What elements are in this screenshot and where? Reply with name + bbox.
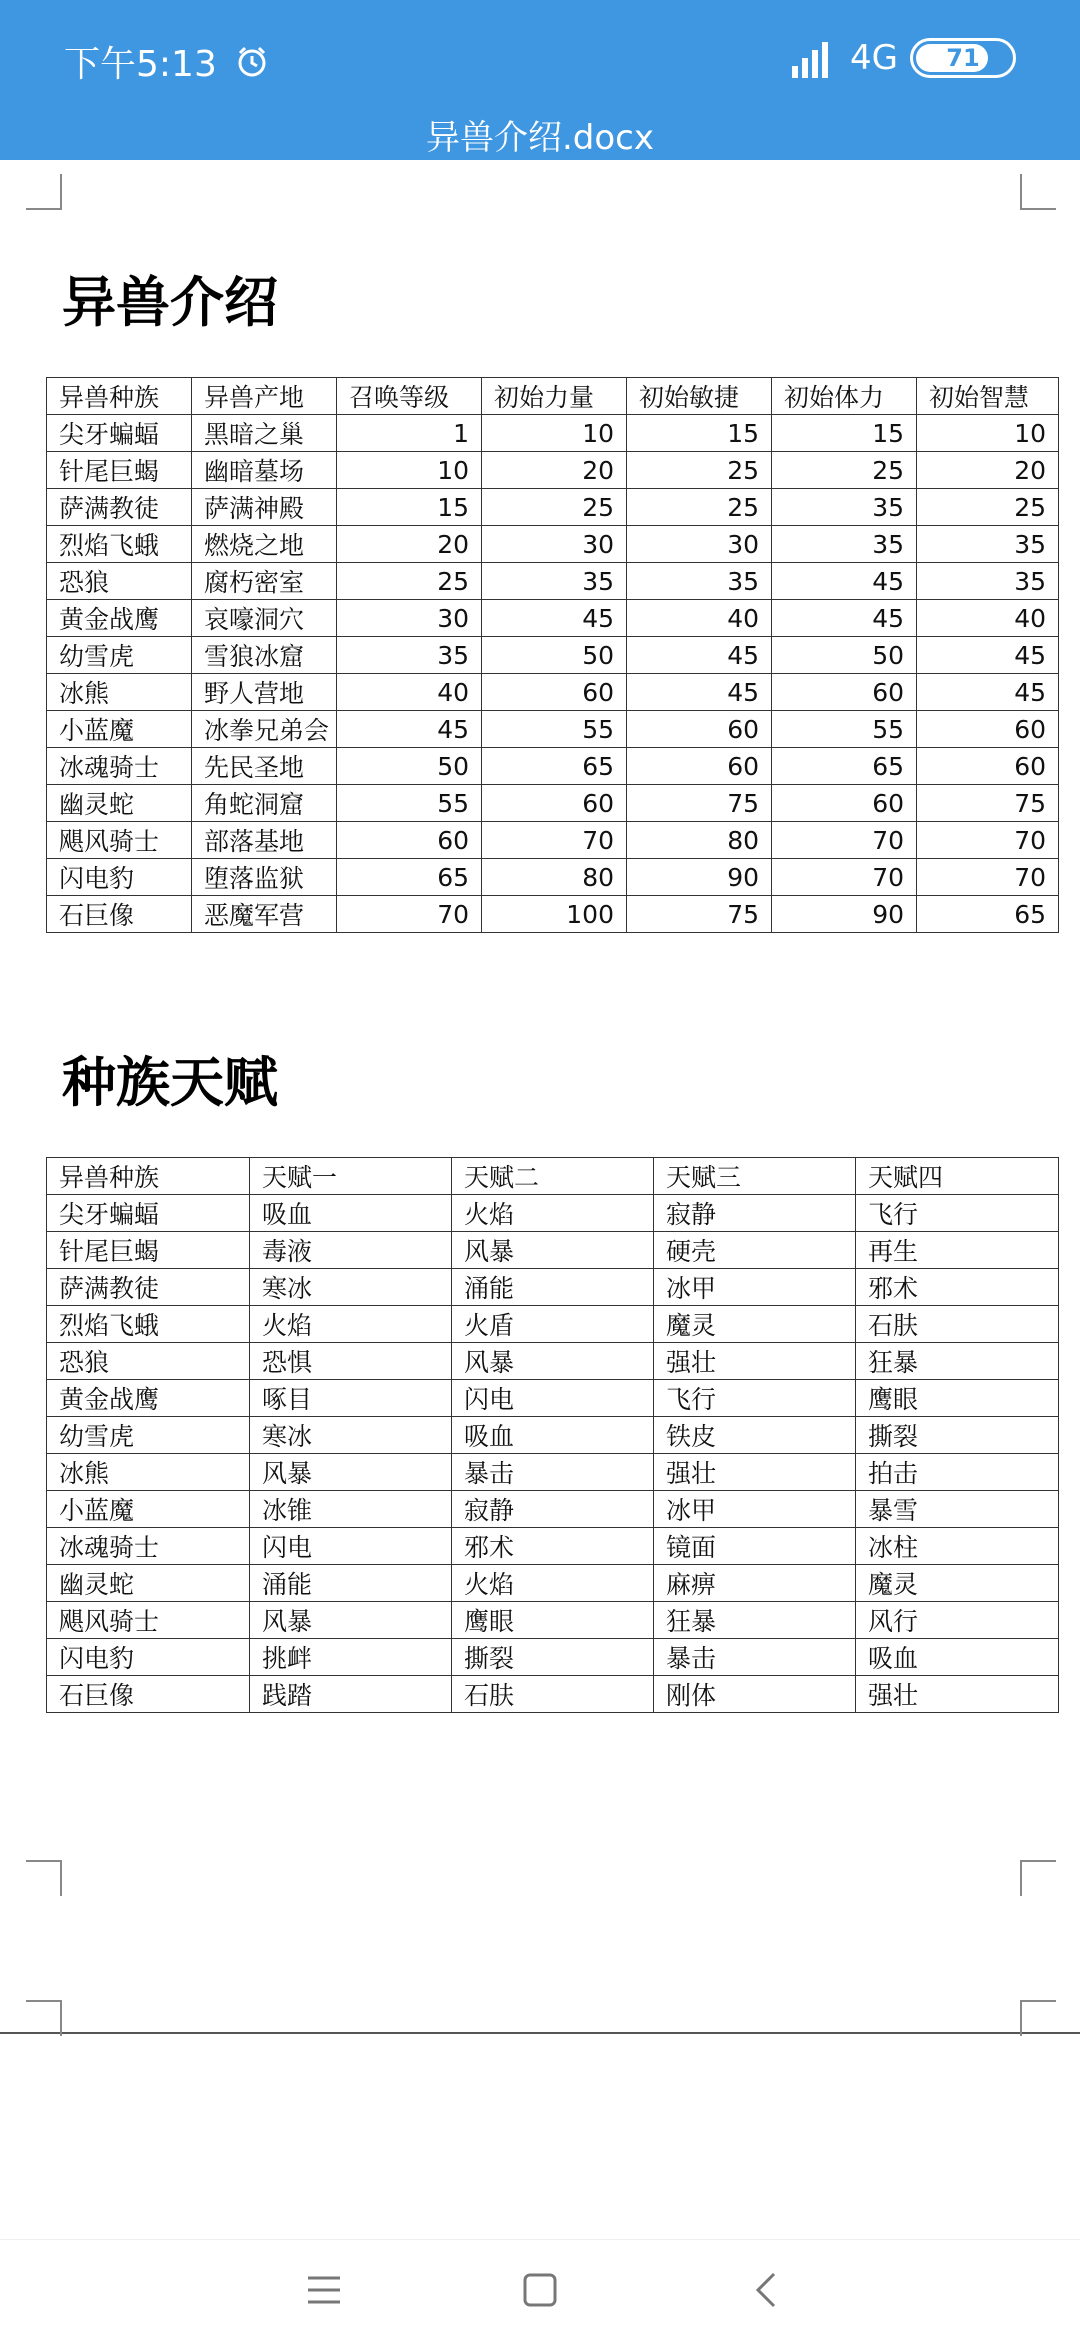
table-cell: 60 [772, 785, 917, 822]
table-cell: 80 [627, 822, 772, 859]
table-cell: 10 [917, 415, 1059, 452]
column-header: 异兽产地 [192, 378, 337, 415]
table-cell: 鹰眼 [856, 1380, 1059, 1417]
table-cell: 闪电 [452, 1380, 654, 1417]
margin-corner-mark [1020, 2000, 1056, 2036]
table-cell: 恐惧 [250, 1343, 452, 1380]
table-cell: 再生 [856, 1232, 1059, 1269]
table-cell: 针尾巨蝎 [47, 1232, 250, 1269]
table-cell: 小蓝魔 [47, 1491, 250, 1528]
table-cell: 45 [627, 674, 772, 711]
table-cell: 飓风骑士 [47, 1602, 250, 1639]
table-cell: 20 [482, 452, 627, 489]
table-row [47, 1306, 1059, 1343]
table-cell: 火盾 [452, 1306, 654, 1343]
table-cell: 10 [482, 415, 627, 452]
table-cell: 野人营地 [192, 674, 337, 711]
table-cell: 冰锥 [250, 1491, 452, 1528]
table-cell: 闪电 [250, 1528, 452, 1565]
column-header: 异兽种族 [47, 1158, 250, 1195]
table-cell: 70 [772, 822, 917, 859]
table-cell: 60 [917, 748, 1059, 785]
table-row [47, 452, 1059, 489]
table-cell: 先民圣地 [192, 748, 337, 785]
table-cell: 冰魂骑士 [47, 1528, 250, 1565]
table-cell: 50 [337, 748, 482, 785]
table-cell: 黄金战鹰 [47, 1380, 250, 1417]
table-cell: 萨满神殿 [192, 489, 337, 526]
table-cell: 火焰 [452, 1195, 654, 1232]
table-cell: 狂暴 [654, 1602, 856, 1639]
table-row [47, 785, 1059, 822]
table-row [47, 748, 1059, 785]
table-cell: 20 [917, 452, 1059, 489]
table-cell: 30 [627, 526, 772, 563]
column-header: 天赋二 [452, 1158, 654, 1195]
table-cell: 25 [627, 489, 772, 526]
margin-corner-mark [26, 2000, 62, 2036]
table-cell: 35 [627, 563, 772, 600]
back-icon[interactable] [744, 2266, 792, 2314]
table-row [47, 1195, 1059, 1232]
table-cell: 石巨像 [47, 1676, 250, 1713]
table-cell: 风暴 [250, 1602, 452, 1639]
table-row [47, 415, 1059, 452]
navigation-bar [0, 2239, 1080, 2340]
table-cell: 鹰眼 [452, 1602, 654, 1639]
table-cell: 70 [337, 896, 482, 933]
table-cell: 雪狼冰窟 [192, 637, 337, 674]
section-heading-beasts: 异兽介绍 [62, 271, 278, 334]
table-cell: 风行 [856, 1602, 1059, 1639]
table-cell: 寂静 [654, 1195, 856, 1232]
table-cell: 部落基地 [192, 822, 337, 859]
network-label: 4G [850, 38, 898, 78]
table-cell: 吸血 [856, 1639, 1059, 1676]
table-cell: 恐狼 [47, 1343, 250, 1380]
race-talent-table [46, 1157, 1059, 1713]
table-cell: 哀嚎洞穴 [192, 600, 337, 637]
table-cell: 幼雪虎 [47, 637, 192, 674]
table-cell: 飓风骑士 [47, 822, 192, 859]
table-cell: 暴击 [654, 1639, 856, 1676]
table-cell: 冰柱 [856, 1528, 1059, 1565]
table-cell: 45 [772, 563, 917, 600]
table-row [47, 1343, 1059, 1380]
table-cell: 吸血 [452, 1417, 654, 1454]
table-cell: 石巨像 [47, 896, 192, 933]
margin-corner-mark [26, 174, 62, 210]
table-cell: 45 [627, 637, 772, 674]
column-header: 初始敏捷 [627, 378, 772, 415]
table-cell: 恐狼 [47, 563, 192, 600]
table-cell: 针尾巨蝎 [47, 452, 192, 489]
table-cell: 25 [772, 452, 917, 489]
table-cell: 70 [482, 822, 627, 859]
table-cell: 60 [917, 711, 1059, 748]
table-cell: 践踏 [250, 1676, 452, 1713]
document-title: 异兽介绍.docx [425, 118, 654, 158]
table-cell: 冰熊 [47, 1454, 250, 1491]
table-cell: 75 [627, 896, 772, 933]
table-cell: 闪电豹 [47, 859, 192, 896]
table-cell: 60 [482, 785, 627, 822]
home-icon[interactable] [516, 2266, 564, 2314]
table-row [47, 1417, 1059, 1454]
table-cell: 啄目 [250, 1380, 452, 1417]
battery-level: 71 [946, 44, 980, 72]
table-cell: 55 [482, 711, 627, 748]
table-cell: 10 [337, 452, 482, 489]
table-cell: 恶魔军营 [192, 896, 337, 933]
table-cell: 40 [917, 600, 1059, 637]
table-cell: 小蓝魔 [47, 711, 192, 748]
table-cell: 挑衅 [250, 1639, 452, 1676]
table-cell: 尖牙蝙蝠 [47, 1195, 250, 1232]
table-cell: 45 [917, 674, 1059, 711]
table-cell: 45 [917, 637, 1059, 674]
table-row [47, 1454, 1059, 1491]
table-row [47, 563, 1059, 600]
table-cell: 15 [627, 415, 772, 452]
table-cell: 邪术 [856, 1269, 1059, 1306]
table-cell: 40 [337, 674, 482, 711]
table-cell: 35 [772, 526, 917, 563]
column-header: 天赋三 [654, 1158, 856, 1195]
table-cell: 寒冰 [250, 1417, 452, 1454]
margin-corner-mark [1020, 1860, 1056, 1896]
table-cell: 35 [482, 563, 627, 600]
table-header-row [47, 378, 1059, 415]
table-cell: 刚体 [654, 1676, 856, 1713]
table-cell: 90 [627, 859, 772, 896]
signal-icon [788, 38, 838, 78]
table-header-row [47, 1158, 1059, 1195]
table-cell: 45 [482, 600, 627, 637]
table-cell: 冰拳兄弟会 [192, 711, 337, 748]
table-cell: 60 [627, 711, 772, 748]
column-header: 召唤等级 [337, 378, 482, 415]
table-row [47, 1565, 1059, 1602]
table-cell: 65 [917, 896, 1059, 933]
table-cell: 飞行 [654, 1380, 856, 1417]
table-cell: 60 [337, 822, 482, 859]
table-row [47, 1602, 1059, 1639]
table-cell: 邪术 [452, 1528, 654, 1565]
table-cell: 镜面 [654, 1528, 856, 1565]
table-cell: 吸血 [250, 1195, 452, 1232]
table-cell: 黑暗之巢 [192, 415, 337, 452]
table-cell: 60 [627, 748, 772, 785]
table-cell: 燃烧之地 [192, 526, 337, 563]
table-cell: 幼雪虎 [47, 1417, 250, 1454]
table-cell: 铁皮 [654, 1417, 856, 1454]
top-bar [0, 0, 1080, 160]
table-cell: 70 [917, 859, 1059, 896]
table-cell: 硬壳 [654, 1232, 856, 1269]
table-cell: 狂暴 [856, 1343, 1059, 1380]
table-row [47, 526, 1059, 563]
table-row [47, 489, 1059, 526]
page-break-line [0, 2032, 1080, 2034]
table-cell: 涌能 [452, 1269, 654, 1306]
margin-corner-mark [1020, 174, 1056, 210]
table-cell: 涌能 [250, 1565, 452, 1602]
status-clock [64, 36, 269, 87]
table-cell: 暴雪 [856, 1491, 1059, 1528]
table-cell: 60 [772, 674, 917, 711]
status-time: 下午5:13 [64, 44, 217, 85]
table-cell: 25 [482, 489, 627, 526]
table-cell: 45 [772, 600, 917, 637]
table-cell: 15 [337, 489, 482, 526]
table-cell: 腐朽密室 [192, 563, 337, 600]
table-row [47, 896, 1059, 933]
table-row [47, 1269, 1059, 1306]
column-header: 初始力量 [482, 378, 627, 415]
table-cell: 65 [337, 859, 482, 896]
table-row [47, 822, 1059, 859]
table-cell: 30 [482, 526, 627, 563]
table-cell: 强壮 [654, 1454, 856, 1491]
table-cell: 50 [482, 637, 627, 674]
table-cell: 25 [337, 563, 482, 600]
table-cell: 冰熊 [47, 674, 192, 711]
table-cell: 80 [482, 859, 627, 896]
table-cell: 90 [772, 896, 917, 933]
table-cell: 石肤 [452, 1676, 654, 1713]
table-cell: 冰甲 [654, 1491, 856, 1528]
column-header: 初始智慧 [917, 378, 1059, 415]
table-row [47, 600, 1059, 637]
table-cell: 50 [772, 637, 917, 674]
column-header: 天赋一 [250, 1158, 452, 1195]
battery-icon [910, 38, 1016, 78]
table-cell: 20 [337, 526, 482, 563]
table-cell: 石肤 [856, 1306, 1059, 1343]
table-cell: 强壮 [856, 1676, 1059, 1713]
alarm-icon [235, 45, 269, 79]
table-cell: 尖牙蝙蝠 [47, 415, 192, 452]
margin-corner-mark [26, 1860, 62, 1896]
table-cell: 闪电豹 [47, 1639, 250, 1676]
table-cell: 45 [337, 711, 482, 748]
table-cell: 魔灵 [654, 1306, 856, 1343]
table-cell: 40 [627, 600, 772, 637]
table-cell: 烈焰飞蛾 [47, 1306, 250, 1343]
table-row [47, 1491, 1059, 1528]
table-cell: 火焰 [250, 1306, 452, 1343]
table-cell: 1 [337, 415, 482, 452]
table-cell: 强壮 [654, 1343, 856, 1380]
beast-stats-table [46, 377, 1059, 933]
table-cell: 撕裂 [856, 1417, 1059, 1454]
menu-icon[interactable] [300, 2266, 348, 2314]
table-cell: 毒液 [250, 1232, 452, 1269]
table-row [47, 1232, 1059, 1269]
table-cell: 35 [337, 637, 482, 674]
table-cell: 65 [482, 748, 627, 785]
table-cell: 火焰 [452, 1565, 654, 1602]
table-row [47, 674, 1059, 711]
table-cell: 70 [772, 859, 917, 896]
table-cell: 55 [337, 785, 482, 822]
table-cell: 萨满教徒 [47, 1269, 250, 1306]
table-cell: 寒冰 [250, 1269, 452, 1306]
section-heading-talents: 种族天赋 [62, 1051, 278, 1114]
table-row [47, 1639, 1059, 1676]
table-cell: 幽灵蛇 [47, 785, 192, 822]
table-cell: 100 [482, 896, 627, 933]
table-cell: 75 [627, 785, 772, 822]
document-page[interactable] [0, 160, 1080, 2040]
table-cell: 撕裂 [452, 1639, 654, 1676]
table-cell: 堕落监狱 [192, 859, 337, 896]
table-cell: 飞行 [856, 1195, 1059, 1232]
table-cell: 萨满教徒 [47, 489, 192, 526]
table-cell: 烈焰飞蛾 [47, 526, 192, 563]
table-cell: 冰甲 [654, 1269, 856, 1306]
table-cell: 魔灵 [856, 1565, 1059, 1602]
table-cell: 拍击 [856, 1454, 1059, 1491]
table-cell: 35 [917, 563, 1059, 600]
table-row [47, 859, 1059, 896]
table-cell: 60 [482, 674, 627, 711]
table-cell: 25 [627, 452, 772, 489]
table-cell: 黄金战鹰 [47, 600, 192, 637]
table-cell: 30 [337, 600, 482, 637]
table-cell: 风暴 [452, 1232, 654, 1269]
table-cell: 15 [772, 415, 917, 452]
column-header: 异兽种族 [47, 378, 192, 415]
table-cell: 幽暗墓场 [192, 452, 337, 489]
table-cell: 寂静 [452, 1491, 654, 1528]
table-row [47, 1676, 1059, 1713]
table-row [47, 1380, 1059, 1417]
table-cell: 风暴 [250, 1454, 452, 1491]
column-header: 天赋四 [856, 1158, 1059, 1195]
table-cell: 暴击 [452, 1454, 654, 1491]
table-cell: 幽灵蛇 [47, 1565, 250, 1602]
table-cell: 25 [917, 489, 1059, 526]
column-header: 初始体力 [772, 378, 917, 415]
table-cell: 75 [917, 785, 1059, 822]
table-row [47, 711, 1059, 748]
table-row [47, 1528, 1059, 1565]
table-row [47, 637, 1059, 674]
table-cell: 55 [772, 711, 917, 748]
table-cell: 70 [917, 822, 1059, 859]
table-cell: 风暴 [452, 1343, 654, 1380]
status-indicators [788, 36, 1016, 80]
table-cell: 麻痹 [654, 1565, 856, 1602]
table-cell: 35 [917, 526, 1059, 563]
table-cell: 35 [772, 489, 917, 526]
table-cell: 65 [772, 748, 917, 785]
table-cell: 冰魂骑士 [47, 748, 192, 785]
table-cell: 角蛇洞窟 [192, 785, 337, 822]
